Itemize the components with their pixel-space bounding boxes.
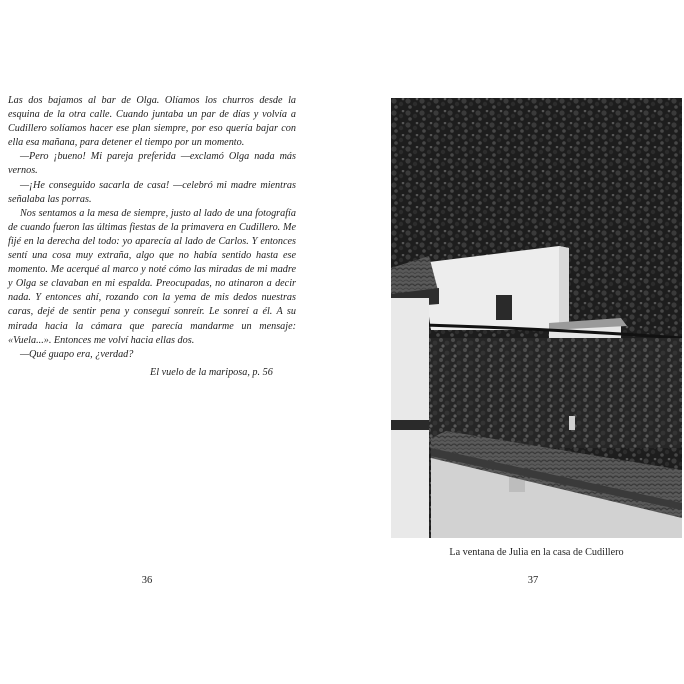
page-number-left: 36 <box>141 575 153 586</box>
paragraph: —Pero ¡bueno! Mi pareja preferida —exclamó Olga nada más vernos. <box>8 151 296 177</box>
right-page <box>342 0 684 684</box>
photograph <box>391 98 682 538</box>
body-text <box>8 94 296 362</box>
photograph-house-roofs-icon <box>391 98 682 538</box>
paragraph: —¡He conseguido sacarla de casa! —celebró mi madre mientras señalaba las porras. <box>8 179 296 205</box>
paragraph: —Qué guapo era, ¿verdad? <box>20 348 134 360</box>
photo-caption: La ventana de Julia en la casa de Cudillero <box>449 547 624 558</box>
citation: El vuelo de la mariposa, p. 56 <box>150 367 273 378</box>
paragraph: Las dos bajamos al bar de Olga. Olíamos los churros desde la esquina de la otra calle. Cuando juntaba un par de días y volvía a Cudillero solíamos hacer ese plan siempre, por eso quería bajar con ella esa mañana, para detener el tiempo por un momento. <box>8 95 296 149</box>
page-number-right: 37 <box>527 575 539 586</box>
paragraph: Nos sentamos a la mesa de siempre, justo al lado de una fotografía de cuando fueron las últimas fiestas de la primavera en Cudillero. Me fijé en la derecha del todo: yo aparecía al lado de Carlos. Y entonces sentí una cosa muy extraña, algo que no había sentido hasta ese momento. Me acerqué al marco y noté cómo las miradas de mi madre y Olga se clavaban en mi espalda. Preocupadas, no atinaron a decir nada. Y entonces ahí, rozando con la yema de mis dedos nuestras caras, dejé de sentir pena y conseguí sonreír. Le sonreí a él. A su mirada hacia la cámara que parecía mandarme un mensaje: «Vuela...». Entonces me volví hacia ellas dos. <box>8 207 296 346</box>
